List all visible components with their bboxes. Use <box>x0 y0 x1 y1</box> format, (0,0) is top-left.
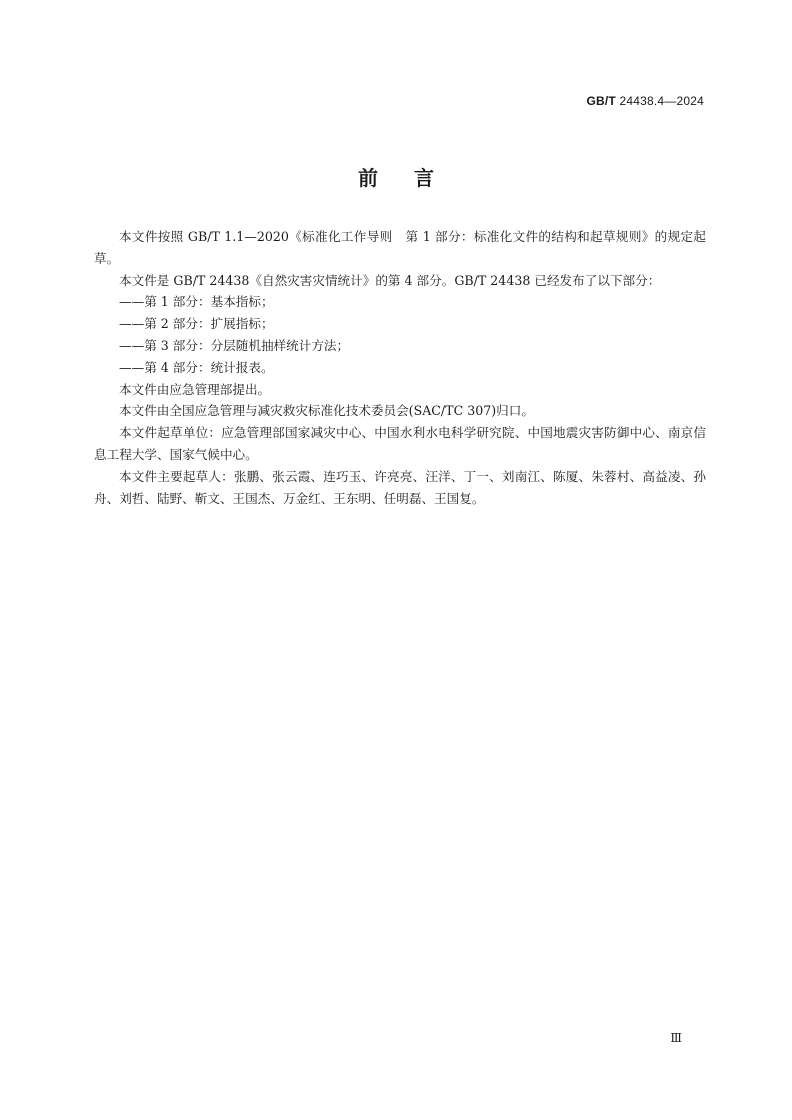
paragraph-under-jurisdiction: 本文件由全国应急管理与减灾救灾标准化技术委员会(SAC/TC 307)归口。 <box>119 403 534 419</box>
page-title: 前言 <box>358 166 470 190</box>
paragraph-drafting-units: 本文件起草单位：应急管理部国家减灾中心、中国水利水电科学研究院、中国地震灾害防御中心、南京信息工程大学、国家气候中心。 <box>94 425 706 462</box>
list-item-part-4: ——第 4 部分：统计报表。 <box>119 359 274 375</box>
list-item-part-3: ——第 3 部分：分层随机抽样统计方法； <box>119 337 350 353</box>
paragraph-series-part: 本文件是 GB/T 24438《自然灾害灾情统计》的第 4 部分。GB/T 24438 已经发布了以下部分： <box>119 272 661 288</box>
foreword-body <box>94 226 706 509</box>
paragraph-drafting-rules: 本文件按照 GB/T 1.1—2020《标准化工作导则 第 1 部分：标准化文件的结构和起草规则》的规定起草。 <box>94 229 706 266</box>
paragraph-proposed-by: 本文件由应急管理部提出。 <box>119 381 271 397</box>
list-item-part-2: ——第 2 部分：扩展指标； <box>119 316 274 332</box>
page-number: Ⅲ <box>670 1031 682 1045</box>
standard-header <box>587 94 705 108</box>
list-item-part-1: ——第 1 部分：基本指标； <box>119 294 274 310</box>
standard-number: 24438.4—2024 <box>619 94 704 108</box>
standard-code: GB/T <box>586 94 616 108</box>
paragraph-drafters: 本文件主要起草人：张鹏、张云霞、连巧玉、许亮亮、汪洋、丁一、刘南江、陈厦、朱蓉村、高益凌、孙舟、刘哲、陆野、靳文、王国杰、万金红、王东明、任明磊、王国复。 <box>94 468 706 506</box>
